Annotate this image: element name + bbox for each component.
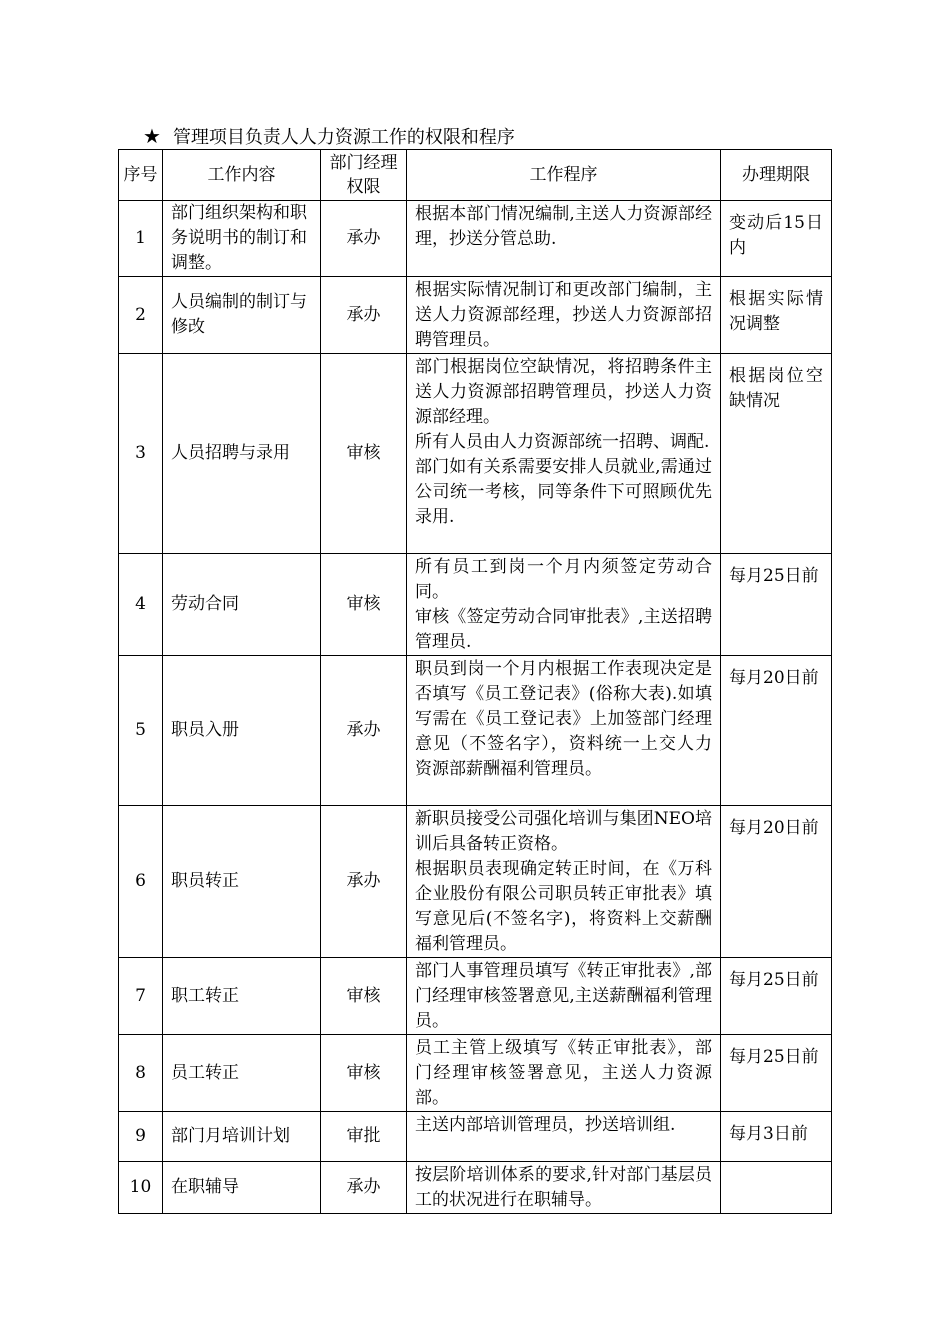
table-row (119, 554, 832, 656)
header-content: 工作内容 (163, 150, 321, 201)
authority-cell: 审批 (321, 1112, 407, 1162)
authority-cell: 承办 (321, 1162, 407, 1214)
procedure-paragraph: 部门如有关系需要安排人员就业,需通过公司统一考核，同等条件下可照顾优先录用. (415, 457, 712, 527)
procedure-cell (407, 354, 721, 554)
table-row (119, 806, 832, 958)
period-cell: 变动后15日内 (721, 201, 832, 277)
procedure-paragraph: 根据职员表现确定转正时间，在《万科企业股份有限公司职员转正审批表》填写意见后(不签名字)，将资料上交薪酬福利管理员。 (415, 859, 712, 954)
header-procedure: 工作程序 (407, 150, 721, 201)
table-row (119, 958, 832, 1035)
row-number: 10 (119, 1162, 163, 1214)
work-content-cell: 部门月培训计划 (163, 1112, 321, 1162)
work-content-cell: 在职辅导 (163, 1162, 321, 1214)
row-number: 4 (119, 554, 163, 656)
work-content-cell: 劳动合同 (163, 554, 321, 656)
page-title (143, 124, 515, 150)
table-row (119, 277, 832, 354)
row-number: 9 (119, 1112, 163, 1162)
work-content-cell: 部门组织架构和职务说明书的制订和调整。 (163, 201, 321, 277)
work-content-cell: 职员入册 (163, 656, 321, 806)
table-row (119, 354, 832, 554)
table-row (119, 1112, 832, 1162)
authority-cell: 承办 (321, 201, 407, 277)
procedure-paragraph: 根据实际情况制订和更改部门编制，主送人力资源部经理，抄送人力资源部招聘管理员。 (415, 280, 712, 350)
procedure-paragraph: 员工主管上级填写《转正审批表》，部门经理审核签署意见，主送人力资源部。 (415, 1038, 712, 1108)
authority-cell: 承办 (321, 277, 407, 354)
table-row (119, 1162, 832, 1214)
period-cell: 每月25日前 (721, 1035, 832, 1112)
period-cell: 每月20日前 (721, 656, 832, 806)
row-number: 7 (119, 958, 163, 1035)
page-title-text: 管理项目负责人人力资源工作的权限和程序 (172, 127, 515, 148)
period-cell: 每月25日前 (721, 958, 832, 1035)
procedure-paragraph: 部门根据岗位空缺情况，将招聘条件主送人力资源部招聘管理员，抄送人力资源部经理。 (415, 357, 712, 427)
period-cell (721, 1162, 832, 1214)
work-content-cell: 人员编制的制订与修改 (163, 277, 321, 354)
procedure-cell (407, 958, 721, 1035)
work-content-cell: 员工转正 (163, 1035, 321, 1112)
procedure-paragraph: 新职员接受公司强化培训与集团NEO培训后具备转正资格。 (415, 809, 712, 854)
header-period: 办理期限 (721, 150, 832, 201)
procedure-paragraph: 审核《签定劳动合同审批表》,主送招聘管理员. (415, 607, 712, 652)
authority-cell: 审核 (321, 354, 407, 554)
period-cell: 根据岗位空缺情况 (721, 354, 832, 554)
table-body (119, 201, 832, 1214)
period-cell: 每月3日前 (721, 1112, 832, 1162)
procedure-cell (407, 1162, 721, 1214)
permissions-table (118, 149, 832, 1214)
procedure-paragraph: 根据本部门情况编制,主送人力资源部经理，抄送分管总助. (415, 204, 712, 249)
period-cell: 根据实际情况调整 (721, 277, 832, 354)
table-row (119, 1035, 832, 1112)
work-content-cell: 职员转正 (163, 806, 321, 958)
table-row (119, 201, 832, 277)
procedure-paragraph: 所有员工到岗一个月内须签定劳动合同。 (415, 557, 712, 602)
procedure-paragraph: 所有人员由人力资源部统一招聘、调配. (415, 432, 710, 452)
period-cell: 每月20日前 (721, 806, 832, 958)
procedure-cell (407, 1112, 721, 1162)
table-row (119, 656, 832, 806)
header-authority: 部门经理权限 (321, 150, 407, 201)
header-no: 序号 (119, 150, 163, 201)
row-number: 2 (119, 277, 163, 354)
row-number: 1 (119, 201, 163, 277)
procedure-cell (407, 806, 721, 958)
star-icon: ★ (143, 124, 161, 148)
procedure-cell (407, 554, 721, 656)
procedure-paragraph: 职员到岗一个月内根据工作表现决定是否填写《员工登记表》(俗称大表).如填写需在《员工登记表》上加签部门经理意见（不签名字），资料统一上交人力资源部薪酬福利管理员。 (415, 659, 712, 779)
table-header-row (119, 150, 832, 201)
procedure-cell (407, 201, 721, 277)
procedure-paragraph: 部门人事管理员填写《转正审批表》,部门经理审核签署意见,主送薪酬福利管理员。 (415, 961, 712, 1031)
procedure-paragraph: 主送内部培训管理员，抄送培训组. (415, 1115, 676, 1135)
authority-cell: 承办 (321, 806, 407, 958)
row-number: 6 (119, 806, 163, 958)
row-number: 8 (119, 1035, 163, 1112)
period-cell: 每月25日前 (721, 554, 832, 656)
authority-cell: 审核 (321, 958, 407, 1035)
procedure-cell (407, 277, 721, 354)
row-number: 3 (119, 354, 163, 554)
work-content-cell: 职工转正 (163, 958, 321, 1035)
authority-cell: 审核 (321, 1035, 407, 1112)
row-number: 5 (119, 656, 163, 806)
procedure-cell (407, 656, 721, 806)
procedure-cell (407, 1035, 721, 1112)
authority-cell: 承办 (321, 656, 407, 806)
work-content-cell: 人员招聘与录用 (163, 354, 321, 554)
authority-cell: 审核 (321, 554, 407, 656)
procedure-paragraph: 按层阶培训体系的要求,针对部门基层员工的状况进行在职辅导。 (415, 1165, 712, 1210)
